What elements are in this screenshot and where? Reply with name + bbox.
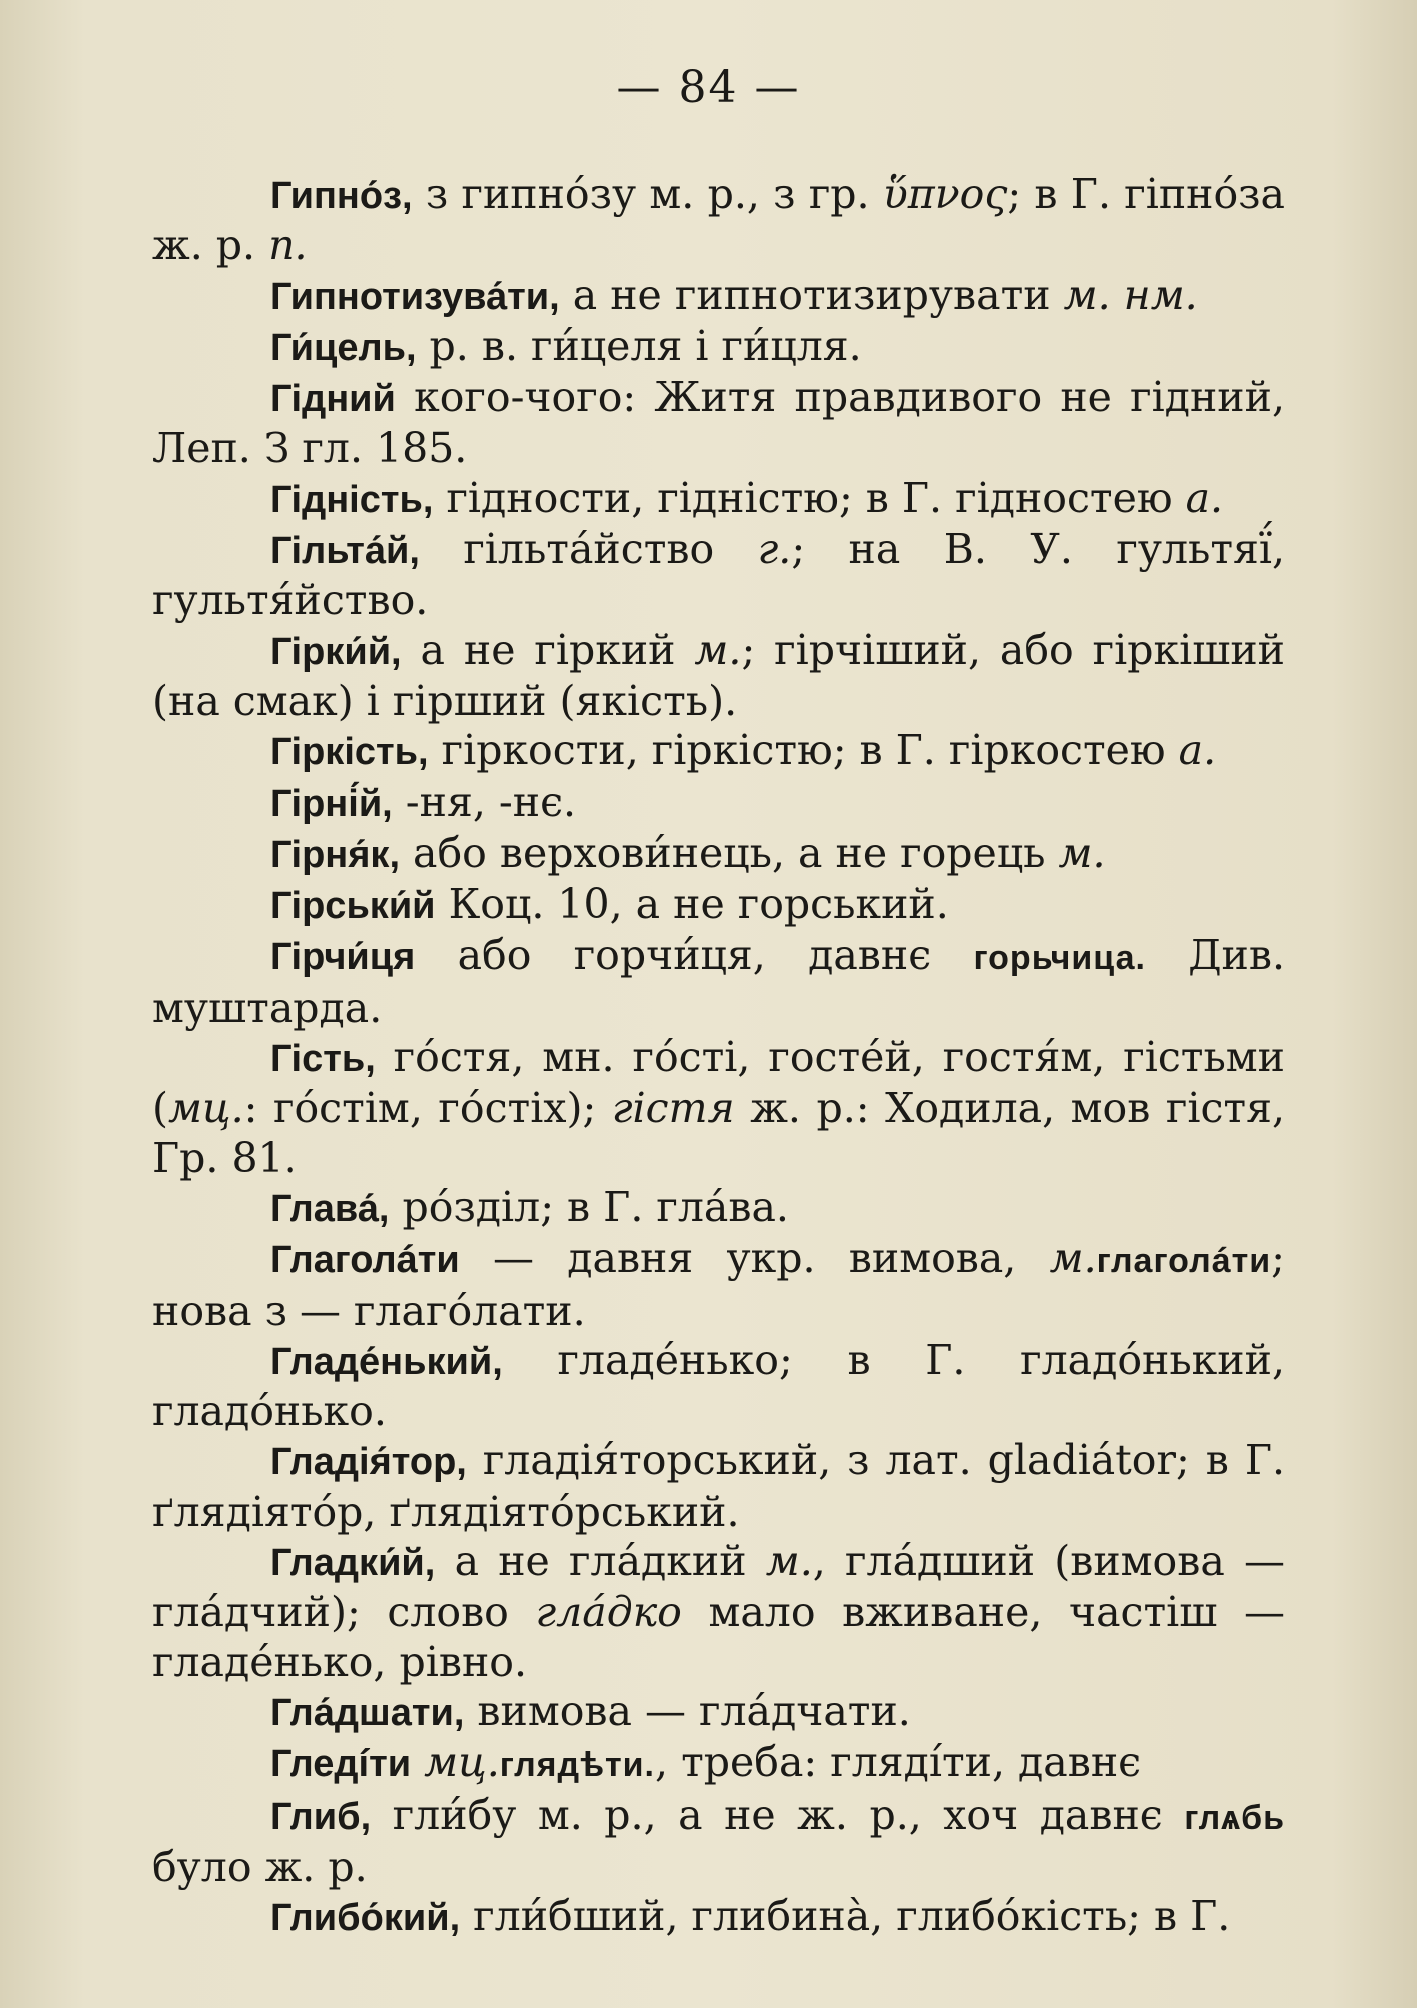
dictionary-entry: [152, 1892, 1285, 1943]
entry-headword: Гладки́й,: [270, 1542, 436, 1585]
dictionary-entry: [152, 322, 1285, 373]
entry-italic-note: м.: [694, 625, 742, 674]
entry-text: а не гла́дкий: [435, 1537, 766, 1586]
entry-italic-note: гістя: [611, 1084, 735, 1133]
entry-headword: Гірчи́ця: [270, 936, 416, 979]
entry-text: гладе́нько; в Г. гладо́нький, гладо́нько.: [152, 1335, 1285, 1436]
dictionary-entry: [152, 1791, 1285, 1893]
entry-headword: Гірськи́й: [270, 885, 436, 928]
entry-headword: Гірки́й,: [270, 630, 402, 673]
entry-text: або верхови́нець, а не горець: [400, 828, 1059, 877]
entry-text: : го́стім, го́стіх);: [243, 1084, 612, 1133]
entry-text: гладія́торський, з лат. gladiátor; в Г. ґлядіято́р, ґлядіято́рський.: [152, 1436, 1285, 1536]
dictionary-entry: [152, 1183, 1285, 1234]
entry-headword: Гільта́й,: [270, 530, 420, 573]
dictionary-entry: [152, 525, 1285, 626]
dictionary-entry: [152, 626, 1285, 727]
entry-headword: Гладія́тор,: [270, 1441, 467, 1484]
entry-italic-note: а.: [1185, 473, 1224, 522]
entry-text: з гипно́зу м. р., з гр.: [412, 170, 883, 218]
entry-italic-note: м. нм.: [1063, 270, 1198, 319]
entry-headword: Гледíти: [270, 1743, 412, 1786]
entry-headword: Гипнотизува́ти,: [270, 275, 560, 318]
dictionary-entry: [152, 170, 1285, 271]
entry-text: гли́бу м. р., а не ж. р., хоч давнє: [371, 1790, 1185, 1839]
entry-headword: Гідний: [270, 378, 396, 421]
entry-old-form: глаголáти: [1096, 1242, 1272, 1281]
entry-text: або горчи́ця, давнє: [415, 931, 974, 980]
entry-text: , гла́дший (вимова — гла́дчий); слово: [152, 1537, 1285, 1637]
entry-headword: Глибо́кий,: [270, 1897, 461, 1940]
entry-text: -ня, -нє.: [392, 777, 577, 826]
entry-text: а не гипнотизирувати: [559, 270, 1064, 319]
entry-text: ; на В. У. гультяї́, гультя́йство.: [152, 525, 1286, 625]
entry-italic-note: ὕπνος: [882, 170, 1008, 218]
entry-italic-note: п.: [268, 221, 308, 270]
entry-text: р. в. ги́целя і ги́цля.: [416, 321, 862, 370]
entry-text: гли́бший, глибина̀, глибо́кість; в Г.: [460, 1892, 1231, 1941]
entry-text: кого-чого: Житя правдивого не гідний, Леп. З гл. 185.: [152, 373, 1285, 473]
entry-text: ро́зділ; в Г. гла́ва.: [389, 1182, 789, 1231]
entry-italic-note: мц.: [168, 1084, 244, 1133]
entry-old-form: горьчица.: [973, 939, 1146, 978]
entry-text: було ж. р.: [152, 1842, 368, 1891]
entry-text: Див. муштарда.: [152, 931, 1285, 1032]
entry-text: мало вживане, частіш — гладе́нько, рівно.: [152, 1588, 1285, 1686]
entry-headword: Гипно́з,: [270, 175, 413, 217]
dictionary-entry: [152, 1537, 1285, 1687]
entry-text: ; в Г. гіпно́за ж. р.: [152, 170, 1285, 270]
entry-italic-note: гла́дко: [535, 1588, 682, 1637]
entry-headword: Гірня́к,: [270, 833, 401, 876]
dictionary-entry: [152, 931, 1285, 1033]
entry-headword: Гірні́й,: [270, 782, 393, 825]
dictionary-entry: [152, 1033, 1285, 1183]
entry-text: ж. р.: Ходила, мов гістя, Гр. 81.: [152, 1084, 1285, 1182]
entry-text: гіркости, гіркістю; в Г. гіркостею: [428, 726, 1179, 775]
entry-text: гідности, гідністю; в Г. гідностею: [433, 473, 1186, 522]
entry-italic-note: м.: [1058, 828, 1106, 877]
dictionary-entry: [152, 474, 1285, 525]
entry-italic-note: а.: [1178, 726, 1217, 775]
dictionary-entry: [152, 1234, 1285, 1336]
entry-old-form: глядѣти.: [499, 1746, 655, 1785]
dictionary-entry: [152, 726, 1285, 777]
dictionary-entry: [152, 880, 1285, 931]
dictionary-entry: [152, 373, 1285, 474]
entry-headword: Глиб,: [270, 1795, 372, 1838]
entry-text: Коц. 10, а не горський.: [435, 880, 949, 929]
entry-italic-note: г.: [757, 525, 792, 574]
entry-text: — давня укр. вимова,: [459, 1234, 1050, 1283]
dictionary-entry: [152, 1738, 1285, 1790]
entry-text: а не гіркий: [401, 625, 695, 674]
entry-text: гільта́йство: [419, 525, 758, 574]
entry-headword: Гладе́нький,: [270, 1340, 503, 1383]
entry-italic-note: мц.: [424, 1738, 500, 1787]
entry-text: ; нова з: [152, 1234, 1285, 1335]
entry-text: вимова — гла́дчати.: [464, 1686, 911, 1735]
page-number: — 84 —: [616, 62, 801, 113]
entry-text: , треба: глядíти, давнє: [655, 1738, 1142, 1787]
entry-headword: Глава́,: [270, 1187, 390, 1230]
entry-text: ; гірчіший, або гіркіший (на смак) і гірший (якість).: [152, 625, 1285, 725]
dictionary-entry: [152, 778, 1285, 829]
entry-italic-note: м.: [765, 1537, 813, 1586]
entry-italic-note: м.: [1049, 1234, 1097, 1283]
dictionary-entries: [152, 170, 1285, 1943]
entry-old-form: глѧбь: [1184, 1798, 1285, 1837]
entry-headword: Гіркість,: [270, 731, 429, 774]
entry-text: [411, 1738, 424, 1786]
entry-headword: Глаголáти: [270, 1239, 460, 1282]
entry-headword: Гість,: [270, 1038, 376, 1081]
entry-headword: Гла́дшати,: [270, 1691, 465, 1734]
dictionary-entry: [152, 1436, 1285, 1537]
entry-text: — глаго́лати.: [299, 1286, 586, 1335]
dictionary-entry: [152, 829, 1285, 880]
entry-headword: Ги́цель,: [270, 326, 417, 369]
dictionary-entry: [152, 1336, 1285, 1437]
dictionary-entry: [152, 1687, 1285, 1738]
dictionary-entry: [152, 271, 1285, 322]
entry-headword: Гідність,: [270, 478, 434, 521]
entry-text: го́стя, мн. го́сті, госте́й, гостя́м, гістьми (: [152, 1033, 1285, 1133]
